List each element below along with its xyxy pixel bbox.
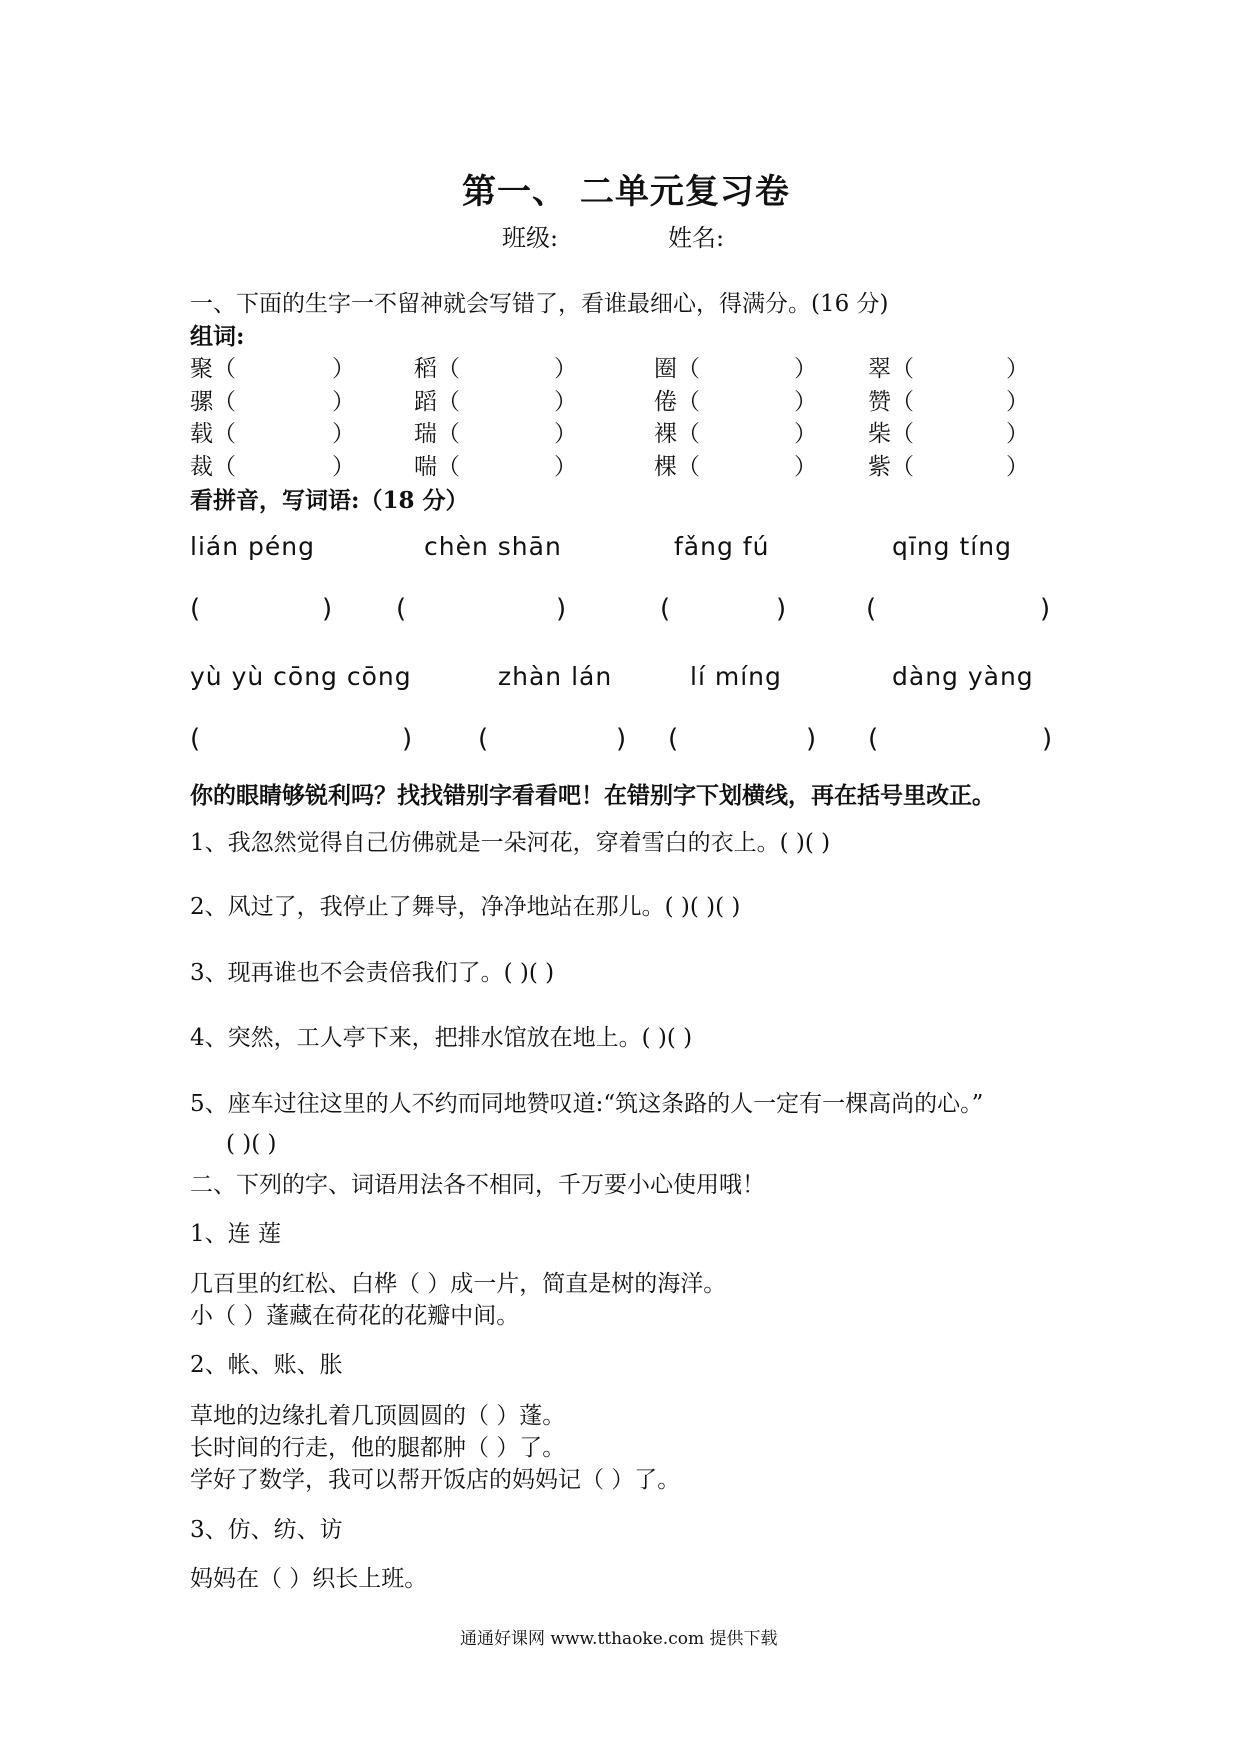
question-3-line: 妈妈在（ ）织长上班。 bbox=[190, 1566, 428, 1592]
group-word-close: ） bbox=[794, 356, 817, 382]
group-word-close: ） bbox=[794, 389, 817, 415]
pinyin-word: chèn shān bbox=[424, 532, 562, 561]
pinyin-word: zhàn lán bbox=[498, 662, 613, 691]
group-word-item: 喘（ bbox=[414, 454, 460, 480]
question-2-line: 草地的边缘扎着几顶圆圆的（ ）蓬。 bbox=[190, 1403, 566, 1429]
answer-open-paren: ( bbox=[668, 724, 679, 754]
pinyin-word: lián péng bbox=[190, 532, 315, 561]
section2-heading: 二、下列的字、词语用法各不相同，千万要小心使用哦！ bbox=[190, 1172, 765, 1198]
group-word-close: ） bbox=[332, 421, 355, 447]
group-words-label: 组词: bbox=[190, 323, 245, 350]
answer-open-paren: ( bbox=[478, 724, 489, 754]
group-word-close: ） bbox=[1006, 421, 1029, 447]
group-word-item: 紫（ bbox=[868, 454, 914, 480]
group-word-close: ） bbox=[794, 454, 817, 480]
group-word-item: 骡（ bbox=[190, 389, 236, 415]
answer-open-paren: ( bbox=[866, 594, 877, 624]
group-word-item: 载（ bbox=[190, 421, 236, 447]
answer-close-paren: ) bbox=[1040, 594, 1051, 624]
group-word-close: ） bbox=[1006, 389, 1029, 415]
answer-close-paren: ) bbox=[806, 724, 817, 754]
question-2-line: 长时间的行走，他的腿都肿（ ）了。 bbox=[190, 1435, 566, 1461]
answer-open-paren: ( bbox=[868, 724, 879, 754]
typo-item: 2、风过了，我停止了舞导，净净地站在那儿。( )( )( ) bbox=[190, 894, 741, 920]
page-title: 第一、 二单元复习卷 bbox=[462, 172, 790, 212]
pinyin-word: lí míng bbox=[690, 662, 782, 691]
answer-open-paren: ( bbox=[190, 594, 201, 624]
group-word-item: 瑞（ bbox=[414, 421, 460, 447]
group-word-close: ） bbox=[794, 421, 817, 447]
pinyin-word: dàng yàng bbox=[892, 662, 1034, 691]
group-word-item: 稻（ bbox=[414, 356, 460, 382]
group-word-close: ） bbox=[1006, 454, 1029, 480]
group-word-item: 裸（ bbox=[654, 421, 700, 447]
pinyin-section-label: 看拼音，写词语:（18 分） bbox=[190, 487, 469, 514]
group-word-close: ） bbox=[554, 454, 577, 480]
group-word-item: 圈（ bbox=[654, 356, 700, 382]
group-word-close: ） bbox=[554, 356, 577, 382]
group-word-close: ） bbox=[332, 454, 355, 480]
answer-close-paren: ) bbox=[402, 724, 413, 754]
question-2-line: 学好了数学，我可以帮开饭店的妈妈记（ ）了。 bbox=[190, 1467, 681, 1493]
typo-item: 4、突然，工人亭下来，把排水馆放在地上。( )( ) bbox=[190, 1025, 693, 1051]
typo-item: 1、我忽然觉得自己仿佛就是一朵河花，穿着雪白的衣上。( )( ) bbox=[190, 830, 831, 856]
group-word-item: 倦（ bbox=[654, 389, 700, 415]
footer-text: 通通好课网 www.tthaoke.com 提供下载 bbox=[460, 1629, 778, 1649]
group-word-close: ） bbox=[332, 389, 355, 415]
section1-heading: 一、下面的生字一不留神就会写错了，看谁最细心，得满分。(16 分) bbox=[190, 291, 889, 317]
answer-open-paren: ( bbox=[660, 594, 671, 624]
name-label: 姓名: bbox=[668, 224, 725, 252]
typo-item: 3、现再谁也不会责倍我们了。( )( ) bbox=[190, 960, 555, 986]
question-1-line: 几百里的红松、白桦（ ）成一片，简直是树的海洋。 bbox=[190, 1271, 727, 1297]
answer-close-paren: ) bbox=[1042, 724, 1053, 754]
question-1-line: 小（ ）蓬藏在荷花的花瓣中间。 bbox=[190, 1303, 520, 1329]
answer-close-paren: ) bbox=[322, 594, 333, 624]
typo-heading: 你的眼睛够锐利吗？找找错别字看看吧！在错别字下划横线，再在括号里改正。 bbox=[190, 782, 995, 809]
answer-close-paren: ) bbox=[616, 724, 627, 754]
group-word-item: 裁（ bbox=[190, 454, 236, 480]
question-1-title: 1、连 莲 bbox=[190, 1221, 281, 1247]
answer-open-paren: ( bbox=[190, 724, 201, 754]
typo-item: 5、座车过往这里的人不约而同地赞叹道:“筑这条路的人一定有一棵高尚的心。” bbox=[190, 1091, 984, 1117]
pinyin-word: fǎng fú bbox=[674, 532, 770, 561]
answer-open-paren: ( bbox=[396, 594, 407, 624]
group-word-close: ） bbox=[554, 389, 577, 415]
pinyin-word: yù yù cōng cōng bbox=[190, 662, 412, 691]
typo-item: ( )( ) bbox=[226, 1131, 277, 1157]
question-2-title: 2、帐、账、胀 bbox=[190, 1352, 343, 1378]
group-word-close: ） bbox=[332, 356, 355, 382]
pinyin-word: qīng tíng bbox=[892, 532, 1012, 561]
group-word-item: 翠（ bbox=[868, 356, 914, 382]
group-word-item: 柴（ bbox=[868, 421, 914, 447]
group-word-close: ） bbox=[554, 421, 577, 447]
answer-close-paren: ) bbox=[556, 594, 567, 624]
question-3-title: 3、仿、纺、访 bbox=[190, 1517, 343, 1543]
group-word-item: 蹈（ bbox=[414, 389, 460, 415]
group-word-item: 赞（ bbox=[868, 389, 914, 415]
group-word-item: 聚（ bbox=[190, 356, 236, 382]
class-label: 班级: bbox=[502, 224, 559, 252]
group-word-close: ） bbox=[1006, 356, 1029, 382]
group-word-item: 棵（ bbox=[654, 454, 700, 480]
answer-close-paren: ) bbox=[776, 594, 787, 624]
